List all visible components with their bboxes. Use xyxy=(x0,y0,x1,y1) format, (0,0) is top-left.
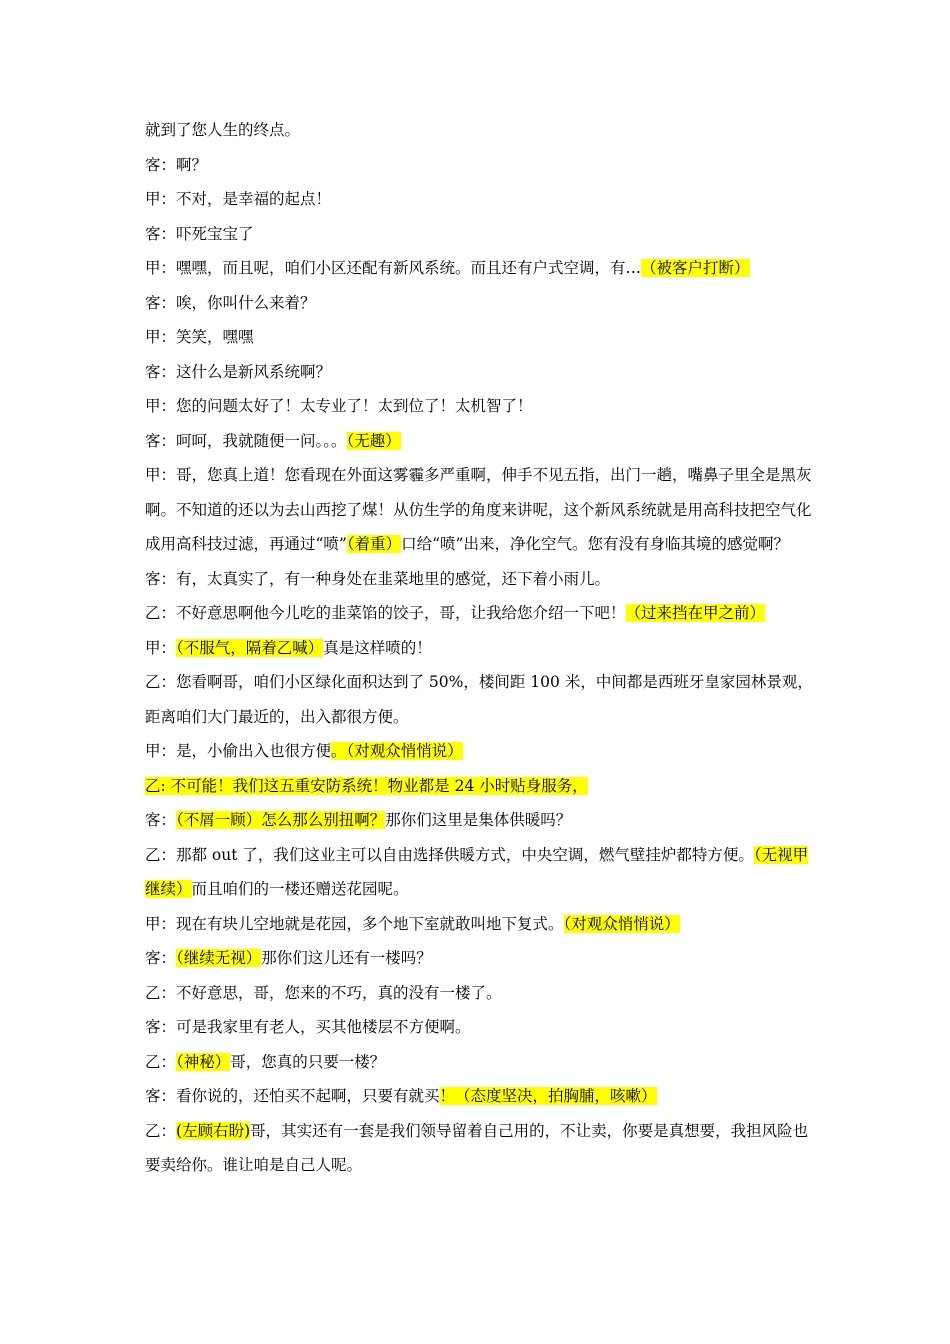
dialogue-line xyxy=(145,458,815,562)
dialogue-line xyxy=(145,148,815,183)
dialogue-line xyxy=(145,286,815,321)
line-text: 那你们这里是集体供暖吗？ xyxy=(385,811,572,829)
script-text-body xyxy=(145,113,815,1183)
highlighted-stage-direction: （不服气，隔着乙喊） xyxy=(176,638,324,657)
dialogue-line xyxy=(145,251,815,286)
dialogue-line xyxy=(145,217,815,252)
dialogue-line xyxy=(145,355,815,390)
highlighted-stage-direction: 。（对观众悄悄说） xyxy=(331,742,463,760)
dialogue-line xyxy=(145,803,815,838)
line-text: 甲：现在有块儿空地就是花园，多个地下室就敢叫地下复式。 xyxy=(145,914,564,933)
line-text: 甲：笑笑，嘿嘿 xyxy=(145,328,254,346)
line-text: 乙：您看啊哥，咱们小区绿化面积达到了 50%，楼间距 100 米，中间都是西班牙皇家园林景观，距离咱们大门最近的，出入都很方便。 xyxy=(145,673,813,726)
dialogue-line xyxy=(145,113,815,148)
highlighted-stage-direction: （神秘） xyxy=(176,1052,231,1071)
highlighted-stage-direction: （过来挡在甲之前） xyxy=(625,604,766,622)
dialogue-line xyxy=(145,1114,815,1183)
line-text: 客：可是我家里有老人，买其他楼层不方便啊。 xyxy=(145,1018,471,1036)
dialogue-line xyxy=(145,1079,815,1114)
dialogue-line xyxy=(145,1010,815,1045)
line-text: 真是这样喷的！ xyxy=(323,638,432,657)
line-text: 客： xyxy=(145,811,177,829)
line-text: 哥，其实还有一套是我们领导留着自己用的，不让卖，你要是真想要，我担风险也要卖给你。谁让咱是自己人呢。 xyxy=(145,1121,809,1174)
dialogue-line xyxy=(145,907,815,942)
highlighted-stage-direction: ！（态度坚决，拍胸脯，咳嗽） xyxy=(439,1087,657,1105)
dialogue-line xyxy=(145,941,815,976)
highlighted-stage-direction: （继续无视） xyxy=(176,949,262,967)
dialogue-line xyxy=(145,769,815,804)
line-text: 客：有，太真实了，有一种身处在韭菜地里的感觉，还下着小雨儿。 xyxy=(145,569,611,588)
line-text: 口给“喷”出来，净化空气。您有没有身临其境的感觉啊？ xyxy=(401,535,789,553)
line-text: 那你们这儿还有一楼吗？ xyxy=(261,949,432,967)
dialogue-line xyxy=(145,838,815,907)
line-text: 客：唉，你叫什么来着？ xyxy=(145,293,316,312)
line-text: 乙： xyxy=(145,1121,177,1140)
line-text: 甲：您的问题太好了！太专业了！太到位了！太机智了！ xyxy=(145,397,533,415)
line-text: 客： xyxy=(145,949,177,967)
line-text: 就到了您人生的终点。 xyxy=(145,121,301,139)
line-text: 而且咱们的一楼还赠送花园呢。 xyxy=(191,880,409,898)
line-text: 哥，您真的只要一楼？ xyxy=(230,1052,386,1071)
line-text: 甲： xyxy=(145,638,177,657)
highlighted-stage-direction: 乙: 不可能！我们这五重安防系统！物业都是 24 小时贴身服务， xyxy=(145,776,588,795)
dialogue-line xyxy=(145,631,815,666)
line-text: 乙：不好意思，哥，您来的不巧，真的没有一楼了。 xyxy=(145,983,502,1002)
dialogue-line xyxy=(145,1045,815,1080)
line-text: 客：吓死宝宝了 xyxy=(145,224,254,243)
highlighted-stage-direction: （无视甲继续） xyxy=(145,845,809,898)
dialogue-line xyxy=(145,734,815,769)
dialogue-line xyxy=(145,320,815,355)
dialogue-line xyxy=(145,976,815,1011)
highlighted-stage-direction: （不屑一顾）怎么那么别扭啊？ xyxy=(176,811,386,829)
line-text: 甲：不对，是幸福的起点！ xyxy=(145,190,332,208)
highlighted-stage-direction: （着重） xyxy=(346,535,402,553)
line-text: 客：看你说的，还怕买不起啊，只要有就买 xyxy=(145,1087,440,1105)
line-text: 甲：哥，您真上道！您看现在外面这雾霾多严重啊，伸手不见五指，出门一趟，嘴鼻子里全是黑灰啊。不知道的还以为去山西挖了煤！从仿生学的角度来讲呢，这个新风系统就是用高科技把空气化成用高科技过滤，再通过“喷” xyxy=(145,466,812,553)
highlighted-stage-direction: (左顾右盼) xyxy=(176,1121,251,1140)
line-text: 客：啊？ xyxy=(145,155,208,174)
dialogue-line xyxy=(145,424,815,459)
highlighted-stage-direction: （无趣） xyxy=(346,431,401,450)
dialogue-line xyxy=(145,182,815,217)
line-text: 乙：不好意思啊他今儿吃的韭菜馅的饺子，哥，让我给您介绍一下吧！ xyxy=(145,604,626,622)
dialogue-line xyxy=(145,596,815,631)
dialogue-line xyxy=(145,665,815,734)
line-text: 客：这什么是新风系统啊？ xyxy=(145,362,332,381)
line-text: 客：呵呵，我就随便一问。。。 xyxy=(145,431,347,450)
highlighted-stage-direction: （被客户打断） xyxy=(641,259,750,277)
dialogue-line xyxy=(145,562,815,597)
dialogue-line xyxy=(145,389,815,424)
line-text: 甲：是，小偷出入也很方便 xyxy=(145,742,332,760)
highlighted-stage-direction: （对观众悄悄说） xyxy=(563,914,680,933)
line-text: 乙：那都 out 了，我们这业主可以自由选择供暖方式，中央空调，燃气壁挂炉都特方便。 xyxy=(145,845,754,864)
line-text: 甲：嘿嘿，而且呢，咱们小区还配有新风系统。而且还有户式空调，有… xyxy=(145,259,642,277)
line-text: 乙： xyxy=(145,1052,177,1071)
